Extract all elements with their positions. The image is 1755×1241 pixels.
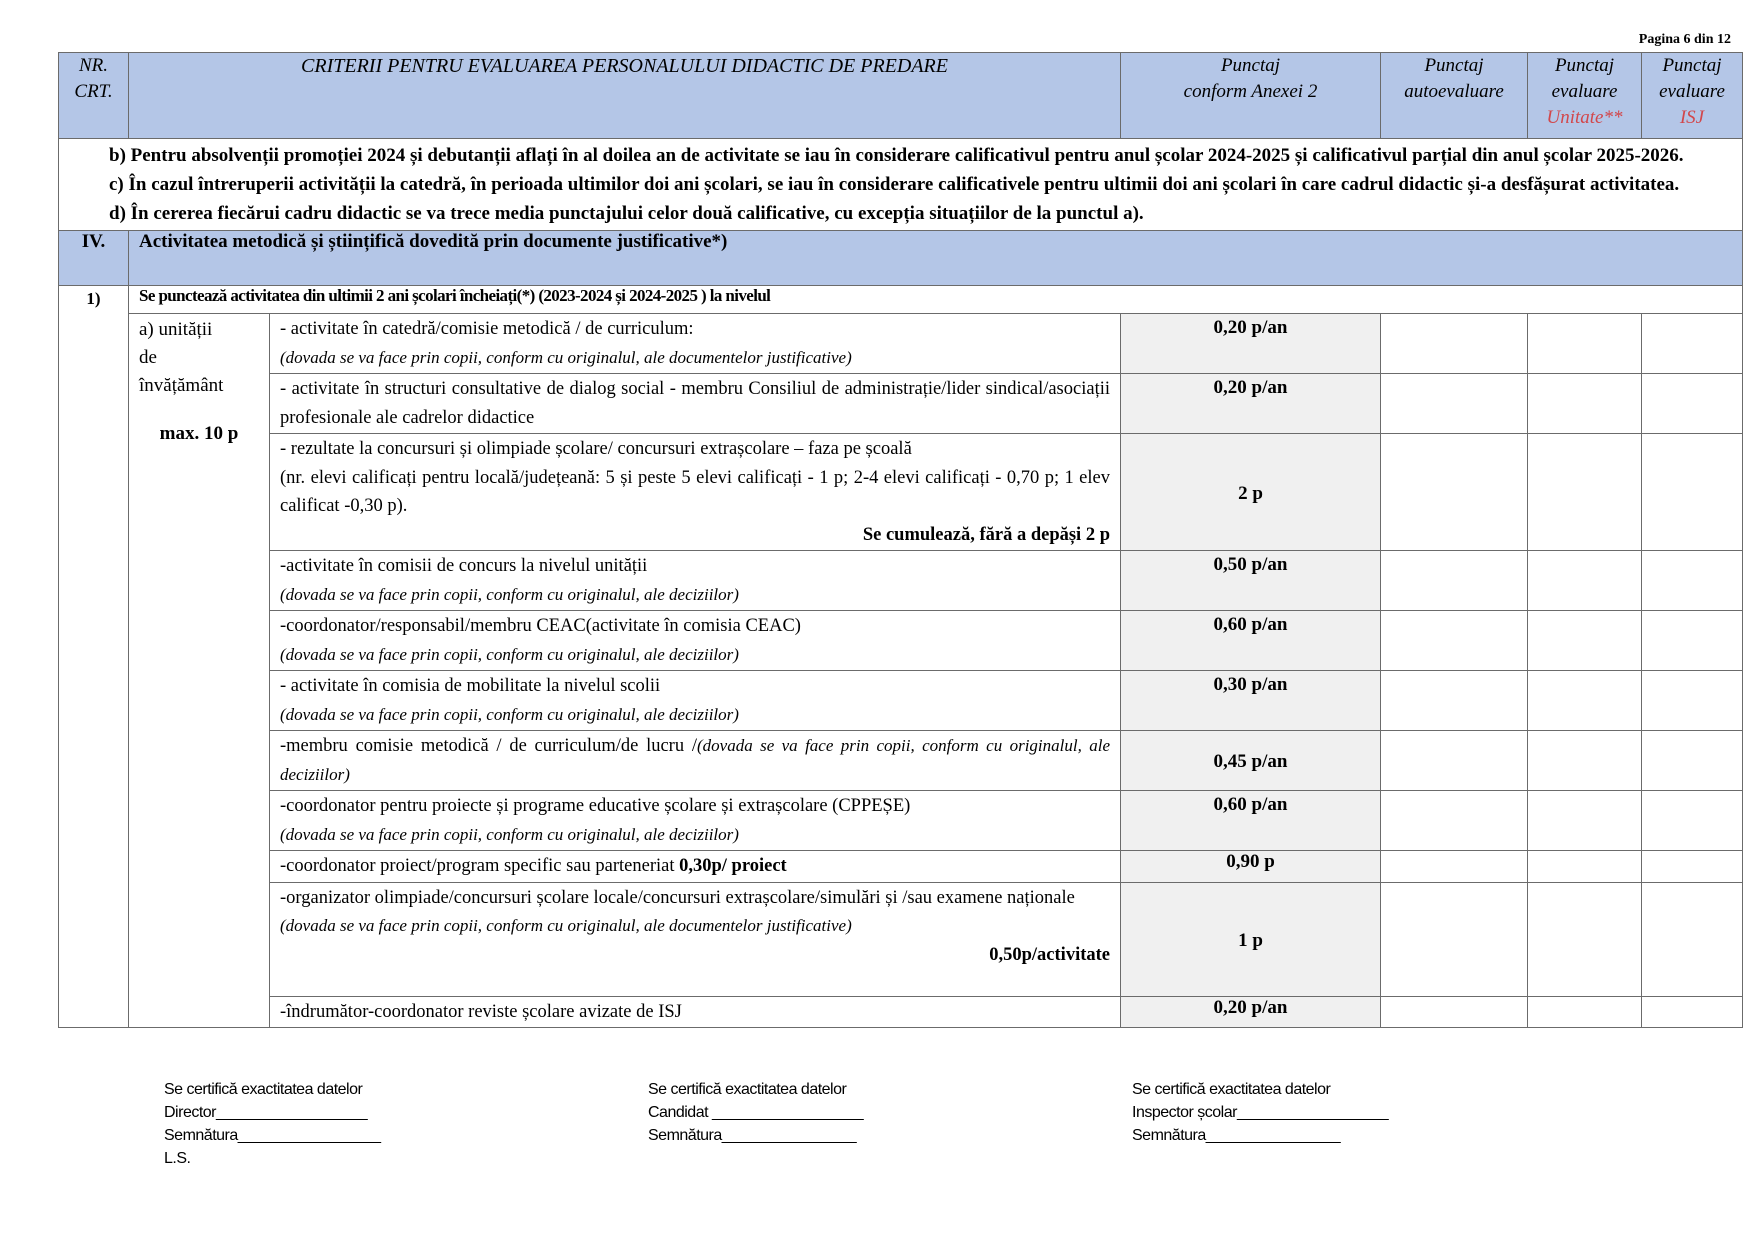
row-score: 0,90 p <box>1121 851 1381 883</box>
isj-input[interactable] <box>1642 851 1743 883</box>
unitate-input[interactable] <box>1528 611 1642 671</box>
autoevaluare-input[interactable] <box>1381 551 1528 611</box>
row-description: - activitate în structuri consultative de dialog social - membru Consiliul de administrație/lider sindical/asociații profesionale ale cadrelor didactice <box>270 374 1121 434</box>
table-row <box>59 434 1743 551</box>
table-row <box>59 671 1743 731</box>
unitate-input[interactable] <box>1528 996 1642 1028</box>
table-header-row <box>59 53 1743 139</box>
isj-input[interactable] <box>1642 791 1743 851</box>
note-c: c) În cazul întreruperii activității la catedră, în perioada ultimilor doi ani școlari, se iau în considerare calificativele pentru ultimii doi ani școlari în care cadrul didactic și-a desfășurat activitatea. <box>109 174 1680 195</box>
autoevaluare-input[interactable] <box>1381 996 1528 1028</box>
unitate-input[interactable] <box>1528 374 1642 434</box>
unitate-input[interactable] <box>1528 671 1642 731</box>
table-row <box>59 791 1743 851</box>
table-row <box>59 551 1743 611</box>
category-label-3: învățământ <box>139 375 224 396</box>
autoevaluare-input[interactable] <box>1381 882 1528 996</box>
isj-input[interactable] <box>1642 671 1743 731</box>
header-nr-crt: NR. CRT. <box>59 53 129 139</box>
row-description: -membru comisie metodică / de curriculum/de lucru /(dovada se va face prin copii, conform cu originalul, ale deciziilor) <box>270 731 1121 791</box>
evaluation-table <box>58 52 1743 1028</box>
unitate-input[interactable] <box>1528 851 1642 883</box>
row-score: 0,45 p/an <box>1121 731 1381 791</box>
page-indicator: Pagina 6 din 12 <box>1638 32 1731 47</box>
autoevaluare-input[interactable] <box>1381 434 1528 551</box>
table-row <box>59 611 1743 671</box>
row-score: 0,50 p/an <box>1121 551 1381 611</box>
inspector-field: Inspector școlar__________________ <box>1132 1104 1389 1121</box>
row-score: 0,20 p/an <box>1121 374 1381 434</box>
isj-input[interactable] <box>1642 996 1743 1028</box>
row-description: -coordonator/responsabil/membru CEAC(activitate în comisia CEAC) (dovada se va face prin copii, conform cu originalul, ale deciziilor) <box>270 611 1121 671</box>
category-label-1: a) unității <box>139 319 213 340</box>
row-score: 0,30 p/an <box>1121 671 1381 731</box>
subsection-row <box>59 286 1743 314</box>
unitate-input[interactable] <box>1528 551 1642 611</box>
footer-director: Se certifică exactitatea datelor Director__________________ Semnătura_________________ L.S. <box>164 1078 381 1170</box>
note-d: d) În cererea fiecărui cadru didactic se va trece media punctajului celor două calificative, cu excepția situațiilor de la punctul a). <box>109 203 1144 224</box>
subsection-number: 1) <box>59 286 129 1028</box>
unitate-input[interactable] <box>1528 791 1642 851</box>
notes-cell <box>59 139 1743 231</box>
inspector-semnatura-field: Semnătura________________ <box>1132 1127 1341 1144</box>
candidat-field: Candidat __________________ <box>648 1104 864 1121</box>
subsection-title: Se punctează activitatea din ultimii 2 ani școlari încheiați(*) (2023-2024 și 2024-2025 ) la nivelul <box>129 286 1743 314</box>
row-score: 0,60 p/an <box>1121 611 1381 671</box>
header-evaluare-unitate: Punctaj evaluare Unitate** <box>1528 53 1642 139</box>
row-description: -îndrumător-coordonator reviste școlare avizate de ISJ <box>270 996 1121 1028</box>
section-row <box>59 231 1743 286</box>
row-score: 0,60 p/an <box>1121 791 1381 851</box>
section-number: IV. <box>59 231 129 286</box>
row-score: 0,20 p/an <box>1121 314 1381 374</box>
header-punctaj-anexa: Punctaj conform Anexei 2 <box>1121 53 1381 139</box>
table-row <box>59 882 1743 996</box>
unitate-input[interactable] <box>1528 731 1642 791</box>
notes-row <box>59 139 1743 231</box>
row-description: - rezultate la concursuri și olimpiade școlare/ concursuri extrașcolare – faza pe școală (nr. elevi calificați pentru locală/județeană: 5 și peste 5 elevi calificați - 1 p; 2-4 elevi calificați - 0,70 p; 1 elev calificat -0,30 p). Se cumulează, fără a depăși 2 p <box>270 434 1121 551</box>
autoevaluare-input[interactable] <box>1381 611 1528 671</box>
row-description: -coordonator proiect/program specific sau parteneriat 0,30p/ proiect <box>270 851 1121 883</box>
table-row <box>59 851 1743 883</box>
table-row <box>59 374 1743 434</box>
footer-candidat: Se certifică exactitatea datelor Candidat __________________ Semnătura________________ <box>648 1078 863 1147</box>
isj-input[interactable] <box>1642 434 1743 551</box>
unitate-input[interactable] <box>1528 434 1642 551</box>
row-score: 1 p <box>1121 882 1381 996</box>
header-autoevaluare: Punctaj autoevaluare <box>1381 53 1528 139</box>
row-description: -coordonator pentru proiecte și programe educative școlare și extrașcolare (CPPEȘE) (dovada se va face prin copii, conform cu originalul, ale deciziilor) <box>270 791 1121 851</box>
unitate-input[interactable] <box>1528 314 1642 374</box>
autoevaluare-input[interactable] <box>1381 374 1528 434</box>
isj-input[interactable] <box>1642 551 1743 611</box>
ls-label: L.S. <box>164 1150 191 1167</box>
unitate-input[interactable] <box>1528 882 1642 996</box>
director-semnatura-field: Semnătura_________________ <box>164 1127 381 1144</box>
note-b: b) Pentru absolvenții promoției 2024 și debutanții aflați în al doilea an de activitate se iau în considerare calificativul pentru anul școlar 2024-2025 și calificativul parțial din anul școlar 2025-2026. <box>109 145 1684 166</box>
header-evaluare-isj: Punctaj evaluare ISJ <box>1642 53 1743 139</box>
row-score: 0,20 p/an <box>1121 996 1381 1028</box>
table-row <box>59 731 1743 791</box>
autoevaluare-input[interactable] <box>1381 791 1528 851</box>
autoevaluare-input[interactable] <box>1381 314 1528 374</box>
isj-input[interactable] <box>1642 314 1743 374</box>
candidat-semnatura-field: Semnătura________________ <box>648 1127 857 1144</box>
autoevaluare-input[interactable] <box>1381 731 1528 791</box>
autoevaluare-input[interactable] <box>1381 671 1528 731</box>
row-score: 2 p <box>1121 434 1381 551</box>
header-criteria: CRITERII PENTRU EVALUAREA PERSONALULUI DIDACTIC DE PREDARE <box>129 53 1121 139</box>
autoevaluare-input[interactable] <box>1381 851 1528 883</box>
row-description: - activitate în catedră/comisie metodică / de curriculum: (dovada se va face prin copii, conform cu originalul, ale documentelor justificative) <box>270 314 1121 374</box>
isj-input[interactable] <box>1642 882 1743 996</box>
section-title: Activitatea metodică și științifică dovedită prin documente justificative*) <box>129 231 1743 286</box>
table-row <box>59 314 1743 374</box>
row-description: - activitate în comisia de mobilitate la nivelul scolii (dovada se va face prin copii, conform cu originalul, ale deciziilor) <box>270 671 1121 731</box>
director-signature-field: Director__________________ <box>164 1104 368 1121</box>
isj-input[interactable] <box>1642 611 1743 671</box>
table-row <box>59 996 1743 1028</box>
category-max: max. 10 p <box>159 423 239 444</box>
isj-input[interactable] <box>1642 374 1743 434</box>
category-cell <box>129 314 270 1028</box>
row-description: -organizator olimpiade/concursuri școlare locale/concursuri extrașcolare/simulări și /sau examene naționale (dovada se va face prin copii, conform cu originalul, ale documentelor justificative) 0,50p/activitate <box>270 882 1121 996</box>
category-label-2: de <box>139 347 157 368</box>
footer-inspector: Se certifică exactitatea datelor Inspector școlar__________________ Semnătura________________ <box>1132 1078 1388 1147</box>
isj-input[interactable] <box>1642 731 1743 791</box>
row-description: -activitate în comisii de concurs la nivelul unității (dovada se va face prin copii, conform cu originalul, ale deciziilor) <box>270 551 1121 611</box>
